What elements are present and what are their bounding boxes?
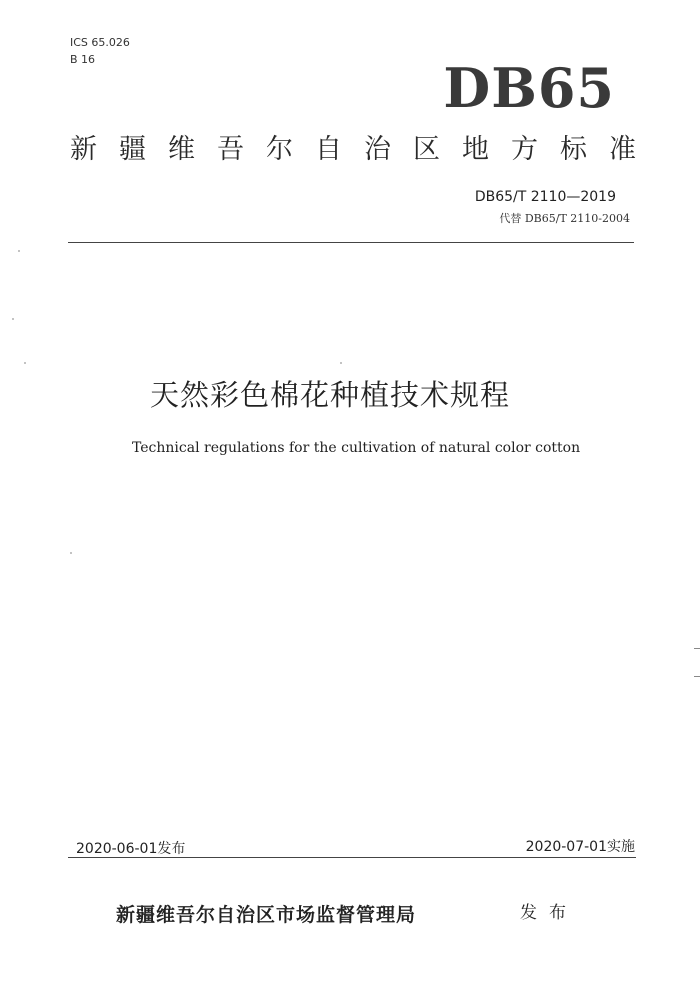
- ics-code: ICS 65.026: [70, 36, 130, 49]
- authority-line: [70, 132, 636, 168]
- authority-char: 治: [364, 134, 391, 165]
- scan-speck: [70, 552, 72, 554]
- title-chinese: 天然彩色棉花种植技术规程: [149, 378, 510, 412]
- authority-char: 方: [511, 134, 538, 165]
- authority-char: 区: [413, 134, 440, 165]
- authority-char: 准: [609, 134, 636, 165]
- standard-code: DB65/T 2110—2019: [474, 189, 616, 205]
- scan-speck: [24, 362, 26, 364]
- authority-char: 尔: [266, 134, 293, 165]
- bottom-rule-divider: [68, 857, 636, 858]
- authority-char: 自: [315, 134, 342, 165]
- publish-label: 发布: [520, 903, 578, 923]
- scan-edge-mark: [694, 648, 700, 649]
- classification-block: [70, 34, 130, 68]
- scan-speck: [340, 362, 342, 364]
- authority-char: 标: [560, 134, 587, 165]
- publisher-name: 新疆维吾尔自治区市场监督管理局: [116, 904, 417, 926]
- ccs-code: B 16: [70, 53, 96, 66]
- scan-speck: [12, 318, 14, 320]
- authority-char: 地: [462, 134, 489, 165]
- authority-char: 新: [70, 134, 97, 165]
- scan-edge-mark: [694, 676, 700, 677]
- top-rule-divider: [68, 242, 634, 243]
- authority-char: 维: [168, 134, 195, 165]
- implementation-date: 2020-07-01实施: [525, 839, 635, 855]
- title-english: Technical regulations for the cultivation of natural color cotton: [132, 440, 581, 456]
- authority-char: 疆: [119, 134, 146, 165]
- replaces-note: 代替 DB65/T 2110-2004: [499, 212, 630, 225]
- db65-logo: DB65: [443, 56, 615, 120]
- authority-char: 吾: [217, 134, 244, 165]
- scan-speck: [18, 250, 20, 252]
- issue-date: 2020-06-01发布: [76, 841, 186, 857]
